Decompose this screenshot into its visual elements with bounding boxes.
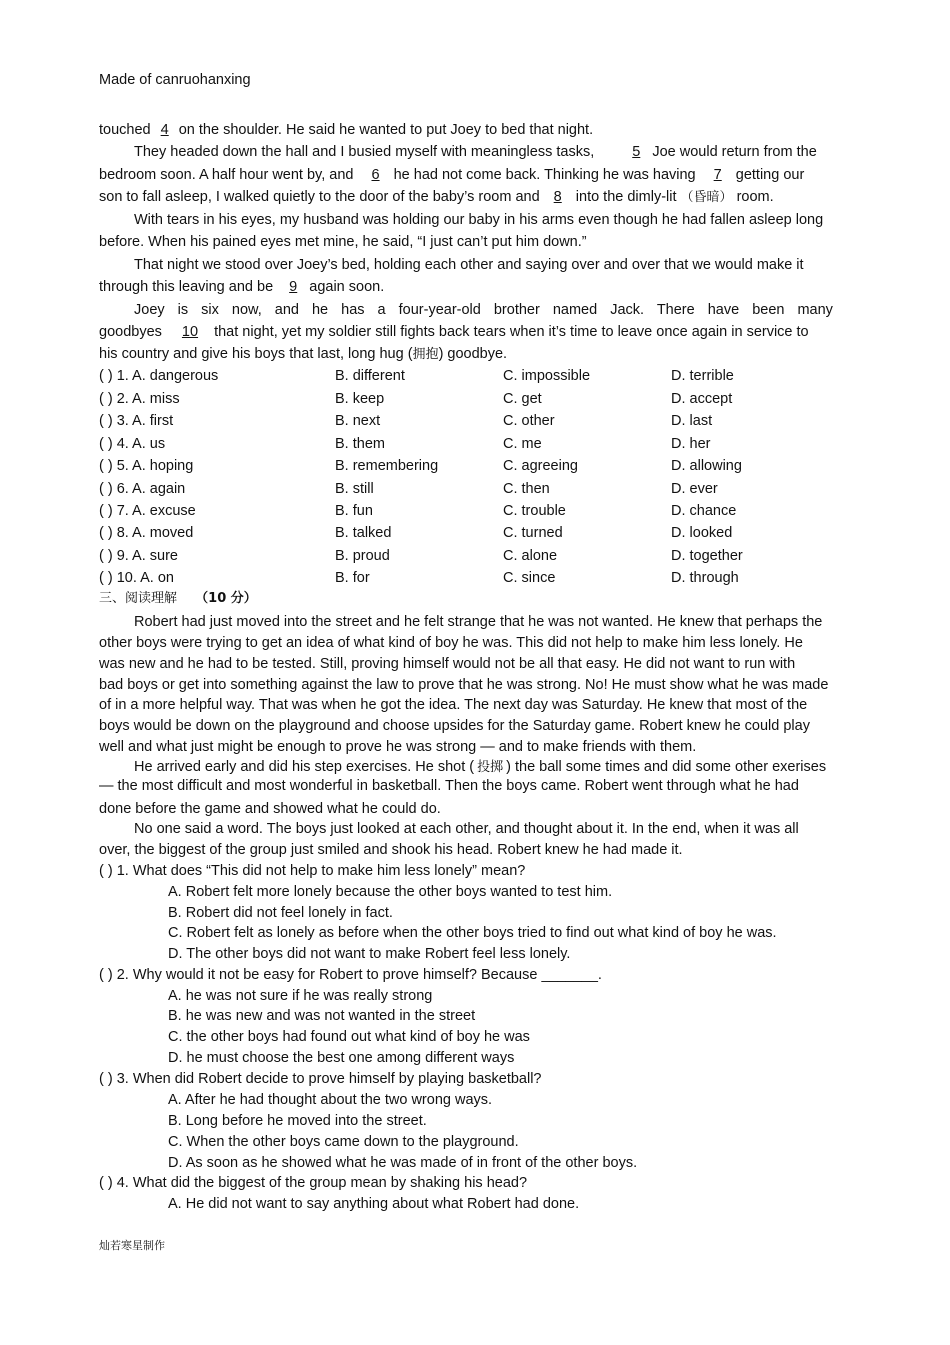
gloss: 投掷 [477,760,504,775]
cloze-option-c: C. trouble [503,503,566,519]
question-option: C. When the other boys came down to the playground. [168,1134,519,1150]
cloze-question: ( ) 2. A. miss [99,391,180,407]
cloze-question: ( ) 6. A. again [99,481,186,497]
passage-line [99,323,809,342]
reading-line: over, the biggest of the group just smiled and shook his head. Robert knew he had made it. [99,842,683,858]
passage-line [99,121,593,140]
question-stem: ( ) 2. Why would it not be easy for Robert to prove himself? Because _______. [99,967,602,983]
cloze-option-c: C. other [503,413,555,429]
text: room. [732,189,774,205]
text: ) goodbye. [438,346,508,362]
question-option: B. Robert did not feel lonely in fact. [168,905,393,921]
cloze-option-d: D. looked [671,525,733,541]
cloze-option-d: D. chance [671,503,737,519]
text: They headed down the hall and I busied myself with meaningless tasks, [134,144,595,160]
blank-7: 7 [713,167,722,183]
cloze-option-b: B. for [335,570,370,586]
cloze-option-d: D. allowing [671,458,742,474]
cloze-option-c: C. impossible [503,368,591,384]
question-option: B. he was new and was not wanted in the street [168,1008,476,1024]
question-option: A. he was not sure if he was really strong [168,988,433,1004]
text: touched [99,122,155,138]
cloze-option-b: B. different [335,368,405,384]
cloze-question: ( ) 9. A. sure [99,548,178,564]
reading-line: bad boys or get into something against the law to prove that he was strong. No! He must show what he was made [99,677,829,693]
text: goodbyes [99,324,166,340]
text: getting our [731,167,805,183]
section-score: （10 分） [195,591,257,606]
cloze-option-c: C. since [503,570,556,586]
passage-line [99,345,507,364]
question-option: D. The other boys did not want to make Robert feel less lonely. [168,946,571,962]
blank-9: 9 [289,279,298,295]
cloze-option-c: C. agreeing [503,458,578,474]
blank-8: 8 [553,189,562,205]
reading-line: was new and he had to be tested. Still, proving himself would not be all that easy. He did not want to run with [99,656,796,672]
reading-line: — the most difficult and most wonderful in basketball. Then the boys came. Robert went through what he had [99,778,799,794]
question-stem: ( ) 1. What does “This did not help to make him less lonely” mean? [99,863,526,879]
cloze-question: ( ) 3. A. first [99,413,174,429]
page-footer: 灿若寒星制作 [99,1239,165,1252]
cloze-option-d: D. together [671,548,743,564]
text: ) the ball some times and did some other exerises [506,759,827,775]
question-option: D. he must choose the best one among different ways [168,1050,515,1066]
text: his country and give his boys that last, long hug ( [99,346,413,362]
cloze-question: ( ) 4. A. us [99,436,166,452]
reading-line: No one said a word. The boys just looked at each other, and thought about it. In the end, when it was all [134,821,799,837]
cloze-option-d: D. through [671,570,739,586]
cloze-option-b: B. next [335,413,381,429]
text: He arrived early and did his step exercises. He shot ( [134,759,475,775]
cloze-option-b: B. still [335,481,374,497]
passage-line: With tears in his eyes, my husband was holding our baby in his arms even though he had fallen asleep long [134,212,824,228]
text: son to fall asleep, I walked quietly to the door of the baby’s room and [99,189,544,205]
text: bedroom soon. A half hour went by, and [99,167,358,183]
cloze-question: ( ) 5. A. hoping [99,458,194,474]
cloze-option-b: B. keep [335,391,385,407]
question-option: B. Long before he moved into the street. [168,1113,427,1129]
gloss: （昏暗） [680,190,733,205]
cloze-option-d: D. her [671,436,711,452]
reading-line: Robert had just moved into the street and he felt strange that he was not wanted. He knew that perhaps the [134,614,823,630]
passage-line [99,188,774,207]
cloze-option-b: B. remembering [335,458,439,474]
question-option: A. Robert felt more lonely because the other boys wanted to test him. [168,884,613,900]
cloze-option-c: C. me [503,436,542,452]
cloze-question: ( ) 8. A. moved [99,525,194,541]
text: on the shoulder. He said he wanted to put Joey to bed that night. [174,122,594,138]
passage-line: That night we stood over Joey’s bed, holding each other and saying over and over that we would make it [134,257,804,273]
cloze-option-b: B. them [335,436,385,452]
passage-line: Joey is six now, and he has a four-year-old brother named Jack. There have been many [134,302,833,318]
cloze-question: ( ) 7. A. excuse [99,503,196,519]
reading-line: done before the game and showed what he could do. [99,801,441,817]
reading-line: of in a more helpful way. That was when he got the idea. The next day was Saturday. He knew that most of the [99,697,808,713]
cloze-option-c: C. alone [503,548,558,564]
gloss: 拥抱 [412,347,439,362]
cloze-option-c: C. get [503,391,542,407]
passage-line [99,166,804,185]
cloze-option-c: C. then [503,481,550,497]
section-title-text: 三、阅读理解 [99,591,178,606]
question-option: D. As soon as he showed what he was made of in front of the other boys. [168,1155,638,1171]
question-option: A. After he had thought about the two wrong ways. [168,1092,493,1108]
question-stem: ( ) 3. When did Robert decide to prove himself by playing basketball? [99,1071,542,1087]
question-option: C. the other boys had found out what kind of boy he was [168,1029,530,1045]
reading-line: boys would be down on the playground and choose upsides for the Saturday game. Robert knew he could play [99,718,810,734]
text: Joe would return from the [648,144,817,160]
blank-5: 5 [632,144,641,160]
passage-line [134,143,817,162]
cloze-question: ( ) 10. A. on [99,570,174,586]
cloze-option-d: D. accept [671,391,733,407]
question-option: A. He did not want to say anything about what Robert had done. [168,1196,580,1212]
question-stem: ( ) 4. What did the biggest of the group mean by shaking his head? [99,1175,528,1191]
reading-line: other boys were trying to get an idea of what kind of boy he was. This did not help to make him less lonely. He [99,635,803,651]
cloze-option-b: B. fun [335,503,373,519]
text: through this leaving and be [99,279,278,295]
cloze-option-d: D. last [671,413,713,429]
blank-10: 10 [181,324,199,340]
cloze-option-b: B. talked [335,525,392,541]
page-header: Made of canruohanxing [99,72,251,88]
cloze-option-d: D. ever [671,481,718,497]
text: that night, yet my soldier still fights back tears when it’s time to leave once again in service to [210,324,809,340]
text: into the dimly-lit [571,189,681,205]
cloze-option-c: C. turned [503,525,563,541]
reading-line [134,758,826,777]
section-title [99,589,257,608]
reading-line: well and what just might be enough to prove he was strong — and to make friends with them. [99,739,697,755]
cloze-question: ( ) 1. A. dangerous [99,368,219,384]
blank-4: 4 [160,122,169,138]
question-option: C. Robert felt as lonely as before when the other boys tried to find out what kind of boy he was. [168,925,777,941]
text: again soon. [305,279,385,295]
blank-6: 6 [371,167,380,183]
text: he had not come back. Thinking he was having [389,167,700,183]
passage-line [99,278,384,297]
passage-line: before. When his pained eyes met mine, he said, “I just can’t put him down.” [99,234,587,250]
cloze-option-d: D. terrible [671,368,734,384]
cloze-option-b: B. proud [335,548,390,564]
